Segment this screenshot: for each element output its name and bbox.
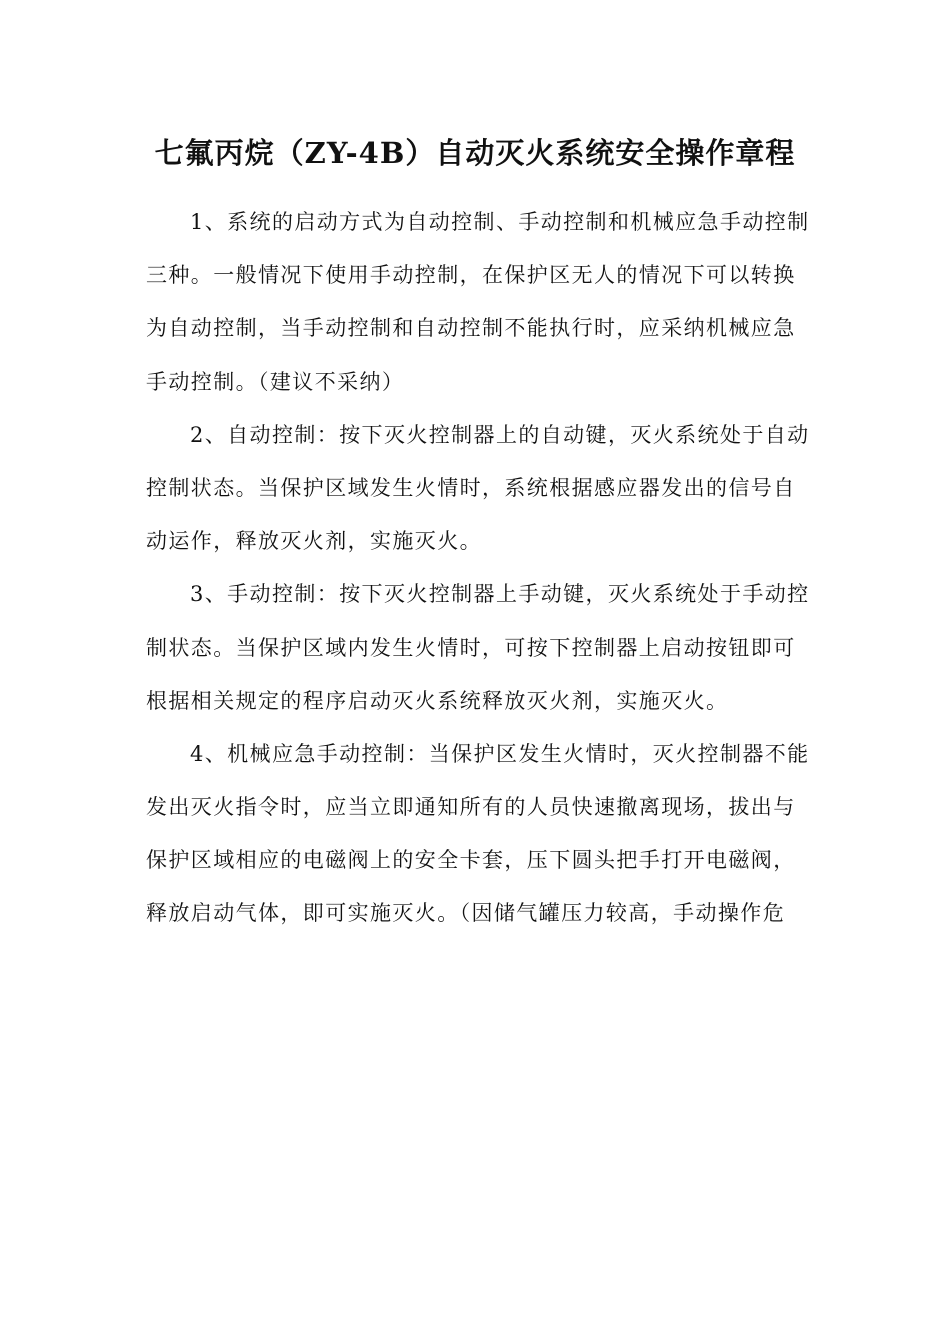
paragraph-4-line-3: 保护区域相应的电磁阀上的安全卡套，压下圆头把手打开电磁阀， (146, 848, 796, 873)
document-body (146, 196, 810, 941)
paragraph-2-line-1: 2、自动控制：按下灭火控制器上的自动键，灭火系统处于自动 (190, 422, 810, 447)
paragraph-1-line-1: 1、系统的启动方式为自动控制、手动控制和机械应急手动控制 (190, 210, 810, 234)
paragraph-1-line-2: 三种。一般情况下使用手动控制，在保护区无人的情况下可以转换 (146, 263, 796, 288)
paragraph-1-line-4: 手动控制。（建议不采纳） (146, 369, 405, 394)
paragraph-3-line-1: 3、手动控制：按下灭火控制器上手动键，灭火系统处于手动控 (190, 582, 810, 607)
paragraph-2-line-2: 控制状态。当保护区域发生火情时，系统根据感应器发出的信号自 (146, 475, 796, 500)
paragraph-4-line-2: 发出灭火指令时，应当立即通知所有的人员快速撤离现场，拔出与 (146, 795, 796, 820)
paragraph-3-line-3: 根据相关规定的程序启动灭火系统释放灭火剂，实施灭火。 (146, 688, 729, 713)
paragraph-3-line-2: 制状态。当保护区域内发生火情时，可按下控制器上启动按钮即可 (146, 635, 796, 660)
paragraph-2-line-3: 动运作，释放灭火剂，实施灭火。 (146, 529, 482, 554)
paragraph-4-line-4: 释放启动气体，即可实施灭火。（因储气罐压力较高，手动操作危 (146, 901, 786, 926)
document-title: 七氟丙烷（ZY-4B）自动灭火系统安全操作章程 (154, 136, 796, 170)
paragraph-4-line-1: 4、机械应急手动控制：当保护区发生火情时，灭火控制器不能 (190, 741, 810, 766)
paragraph-1-line-3: 为自动控制，当手动控制和自动控制不能执行时，应采纳机械应急 (146, 316, 796, 341)
